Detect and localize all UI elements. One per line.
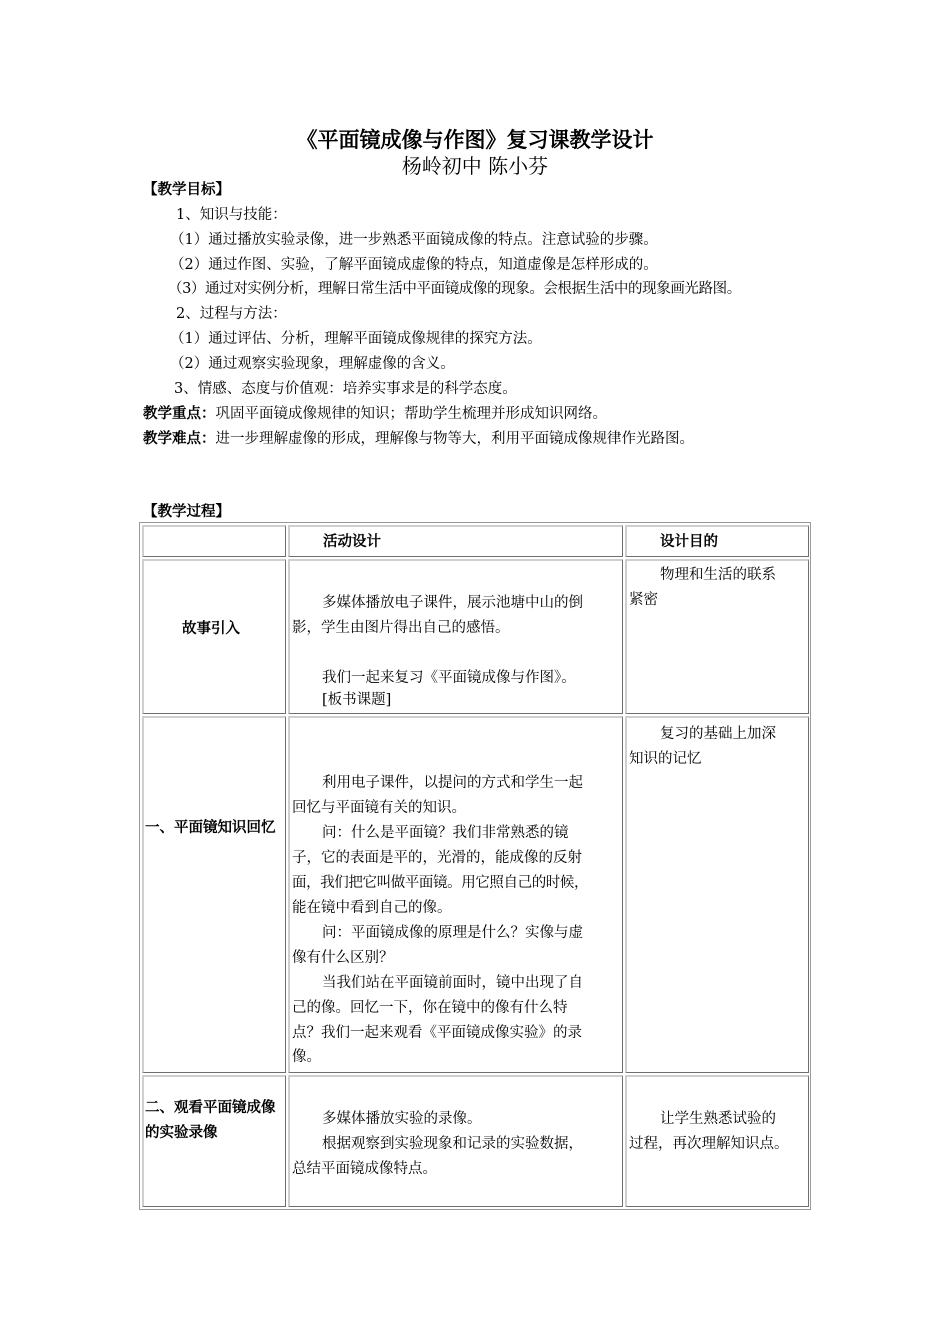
author-line: 杨岭初中 陈小芬: [401, 154, 549, 178]
table-row-stage: 故事引入: [142, 559, 286, 714]
table-row-activity: 多媒体播放实验的录像。 根据观察到实验现象和记录的实验数据， 总结平面镜成像特点。: [288, 1075, 623, 1207]
process-table: [139, 522, 811, 1210]
table-row-purpose: 物理和生活的联系 紧密: [625, 559, 809, 714]
table-row-stage: 一、平面镜知识回忆: [142, 716, 286, 1073]
header-cell-empty: [142, 525, 286, 557]
goal-line: （1）通过播放实验录像，进一步熟悉平面镜成像的特点。注意试验的步骤。: [170, 232, 658, 248]
table-row-purpose: 让学生熟悉试验的 过程，再次理解知识点。: [625, 1075, 809, 1207]
goal-line: （1）通过评估、分析，理解平面镜成像规律的探究方法。: [170, 331, 542, 347]
header-cell-activity: 活动设计: [288, 525, 623, 557]
difficulty-label: 教学难点：: [143, 431, 216, 447]
goal-line: （2）通过作图、实验，了解平面镜成虚像的特点，知道虚像是怎样形成的。: [170, 257, 658, 273]
goal-line: 1、知识与技能：: [176, 207, 287, 223]
goals-heading: 【教学目标】: [143, 182, 230, 198]
process-heading: 【教学过程】: [143, 504, 230, 520]
header-cell-purpose: 设计目的: [625, 525, 809, 557]
table-row-purpose: 复习的基础上加深 知识的记忆: [625, 716, 809, 1073]
table-row-activity: 利用电子课件，以提问的方式和学生一起 回忆与平面镜有关的知识。 问：什么是平面镜？我们非常熟悉的镜 子，它的表面是平的，光滑的，能成像的反射 面，我们把它叫做平面镜。用它照自己的时候， 能在镜中看到自己的像。 问：平面镜成像的原理是什么？实像与虚 像有什么区别？ 当我们站在平面镜前面时，镜中出现了自 己的像。回忆一下，你在镜中的像有什么特 点？我们一起来观看《平面镜成像实验》的录 像。: [288, 716, 623, 1073]
goal-line: （3）通过对实例分析，理解日常生活中平面镜成像的现象。会根据生活中的现象画光路图。: [168, 281, 741, 297]
key-point: [143, 402, 607, 423]
key-point-text: 巩固平面镜成像规律的知识；帮助学生梳理并形成知识网络。: [215, 406, 607, 422]
difficulty: [143, 427, 694, 448]
table-row-activity: 多媒体播放电子课件，展示池塘中山的倒 影，学生由图片得出自己的感悟。 我们一起来复习《平面镜成像与作图》。 [板书课题]: [288, 559, 623, 714]
goal-line: （2）通过观察实验现象，理解虚像的含义。: [170, 356, 455, 372]
table-row-stage: 二、观看平面镜成像 的实验录像: [142, 1075, 286, 1207]
difficulty-text: 进一步理解虚像的形成，理解像与物等大，利用平面镜成像规律作光路图。: [215, 431, 694, 447]
goal-line: 3、情感、态度与价值观：培养实事求是的科学态度。: [174, 381, 517, 397]
goal-line: 2、过程与方法：: [176, 306, 287, 322]
key-point-label: 教学重点：: [143, 406, 216, 422]
document-title: 《平面镜成像与作图》复习课教学设计: [296, 128, 654, 152]
